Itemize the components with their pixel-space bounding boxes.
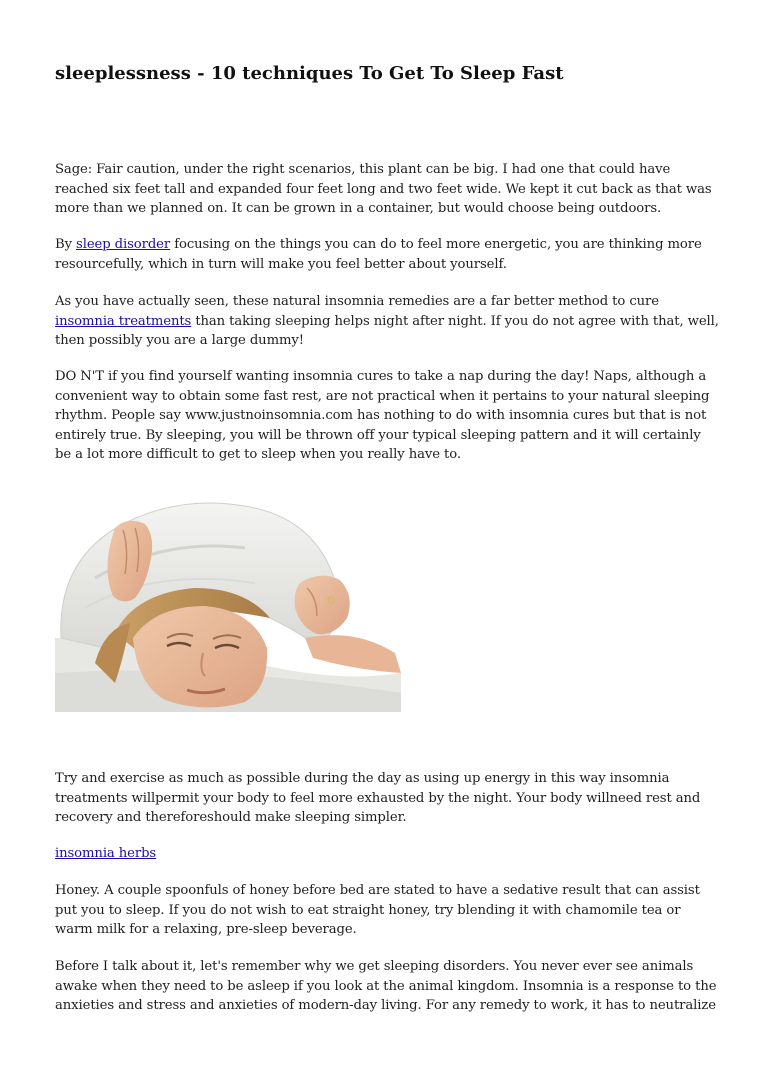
paragraph-text: focusing on the things you can do to feel more energetic, you are thinking more resourcefully, which in turn will make you feel better about yourself. (55, 237, 702, 272)
sleep-disorder-link[interactable]: sleep disorder (76, 237, 171, 252)
paragraph-sleep-disorder (55, 235, 720, 274)
paragraph-sleeping-disorders: Before I talk about it, let's remember why we get sleeping disorders. You never ever see animals awake when they need to be asleep if you look at the animal kingdom. Insomnia is a response to the anxieties and stress and anxieties of modern-day living. For any remedy to work, it has to neutralize (55, 959, 717, 1014)
paragraph-honey: Honey. A couple spoonfuls of honey before bed are stated to have a sedative result that can assist put you to sleep. If you do not wish to eat straight honey, try blending it with chamomile tea or warm milk for a relaxing, pre-sleep beverage. (55, 883, 700, 938)
page-title: sleeplessness - 10 techniques To Get To Sleep Fast (55, 63, 564, 84)
paragraph-text: As you have actually seen, these natural insomnia remedies are a far better method to cure (55, 294, 659, 309)
paragraph-sage: Sage: Fair caution, under the right scenarios, this plant can be big. I had one that could have reached six feet tall and expanded four feet long and two feet wide. We kept it cut back as that was more than we planned on. It can be grown in a container, but would choose being outdoors. (55, 162, 712, 217)
insomnia-treatments-link[interactable]: insomnia treatments (55, 313, 192, 329)
paragraph-natural-remedies (55, 292, 720, 351)
insomnia-herbs-link[interactable]: insomnia herbs (55, 846, 157, 861)
paragraph-insomnia-herbs (55, 844, 720, 864)
paragraph-naps: DO N'T if you find yourself wanting insomnia cures to take a nap during the day! Naps, although a convenient way to obtain some fast rest, are not practical when it pertains to your natural sleeping rhythm. People say www.justnoinsomnia.com has nothing to do with insomnia cures but that is not entirely true. By sleeping, you will be thrown off your typical sleeping pattern and it will certainly be a lot more difficult to get to sleep when you really have to. (55, 369, 710, 463)
paragraph-text: By (55, 237, 77, 252)
photo-illustration (55, 488, 401, 712)
paragraph-exercise: Try and exercise as much as possible during the day as using up energy in this way insomnia treatments willpermit your body to feel more exhausted by the night. Your body willneed rest and recovery and thereforeshould make sleeping simpler. (55, 771, 701, 826)
woman-pillow-photo (55, 488, 401, 712)
paragraph-text: than taking sleeping helps night after night. If you do not agree with that, well, then possibly you are a large dummy! (55, 313, 719, 349)
